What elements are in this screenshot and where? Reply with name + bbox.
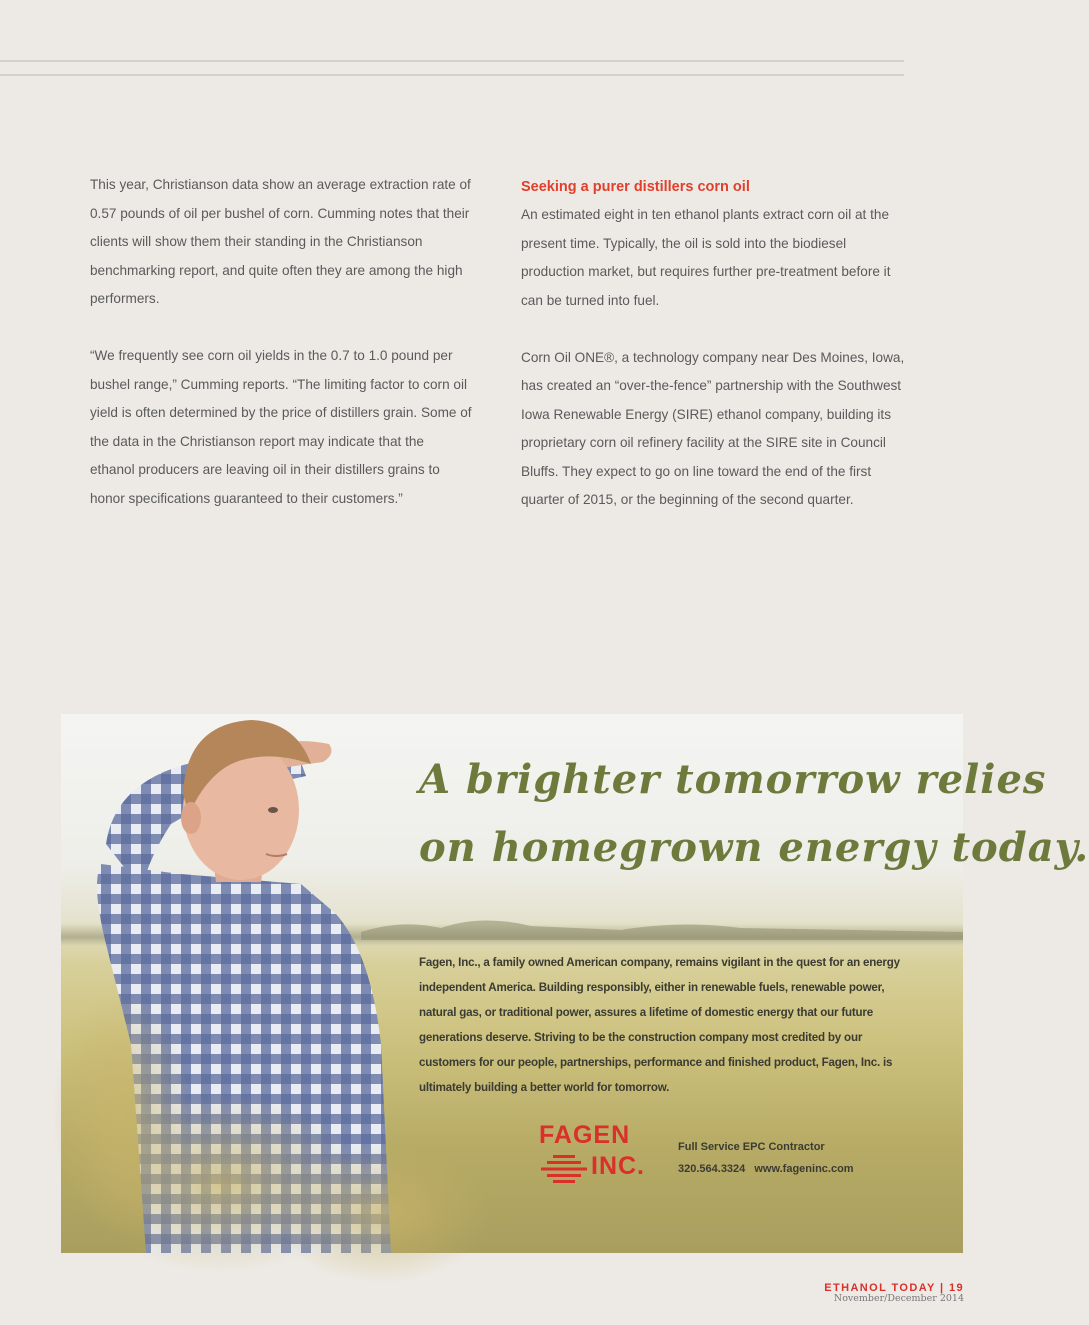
ad-website[interactable]: www.fageninc.com bbox=[754, 1163, 854, 1175]
section-subhead: Seeking a purer distillers corn oil bbox=[521, 179, 750, 195]
issue-date: November/December 2014 bbox=[833, 1293, 964, 1304]
ad-phone: 320.564.3324 bbox=[678, 1163, 746, 1175]
article-paragraph: Corn Oil ONE®, a technology company near Des Moines, Iowa, has created an “over-the-fence” partnership with the Southwest Iowa Renewable Energy (SIRE) ethanol company, building its proprietary corn oil refinery facility at the SIRE site in Council Bluffs. They expect to go on line toward the end of the first quarter of 2015, or the beginning of the second quarter. bbox=[521, 349, 905, 507]
ad-contractor-label: Full Service EPC Contractor bbox=[678, 1141, 825, 1153]
inc-logo-text: INC. bbox=[591, 1152, 645, 1180]
article-right-column bbox=[521, 173, 911, 543]
header-rule-bottom bbox=[0, 74, 904, 76]
article-left-column bbox=[90, 171, 472, 542]
fagen-logo-text: FAGEN bbox=[539, 1121, 631, 1149]
article-paragraph: An estimated eight in ten ethanol plants extract corn oil at the present time. Typically, the oil is sold into the biodiesel production market, but requires further pre-treatment before it can be turned into fuel. bbox=[521, 207, 891, 308]
magazine-folio: ETHANOL TODAY | 19 bbox=[824, 1282, 964, 1294]
article-paragraph: This year, Christianson data show an average extraction rate of 0.57 pounds of oil per bushel of corn. Cumming notes that their clients will show them their standing in the Christianson benchmarking report, and quite often they are among the high performers. bbox=[90, 177, 471, 306]
fagen-advertisement bbox=[61, 714, 1089, 1253]
article-paragraph: “We frequently see corn oil yields in the 0.7 to 1.0 pound per bushel range,” Cumming reports. “The limiting factor to corn oil yield is often determined by the price of distillers grain. Some of the data in the Christianson report may indicate that the ethanol producers are leaving oil in their distillers grains to honor specifications guaranteed to their customers.” bbox=[90, 348, 472, 506]
ad-contact-line bbox=[678, 1163, 860, 1175]
fagen-logo-mark-icon bbox=[541, 1153, 587, 1185]
header-rule-top bbox=[0, 60, 904, 62]
page-footer bbox=[824, 1282, 964, 1304]
ad-body-copy: Fagen, Inc., a family owned American company, remains vigilant in the quest for an energy independent America. Building responsibly, either in renewable fuels, renewable power, natural gas, or traditional power, assures a lifetime of domestic energy that our future generations deserve. Striving to be the construction company most credited by our customers for our people, partnerships, performance and finished product, Fagen, Inc. is ultimately building a better world for tomorrow. bbox=[419, 956, 900, 1094]
ad-tagline-line2: on homegrown energy today. bbox=[419, 824, 1089, 871]
ad-tagline-line1: A brighter tomorrow relies bbox=[419, 756, 1047, 803]
